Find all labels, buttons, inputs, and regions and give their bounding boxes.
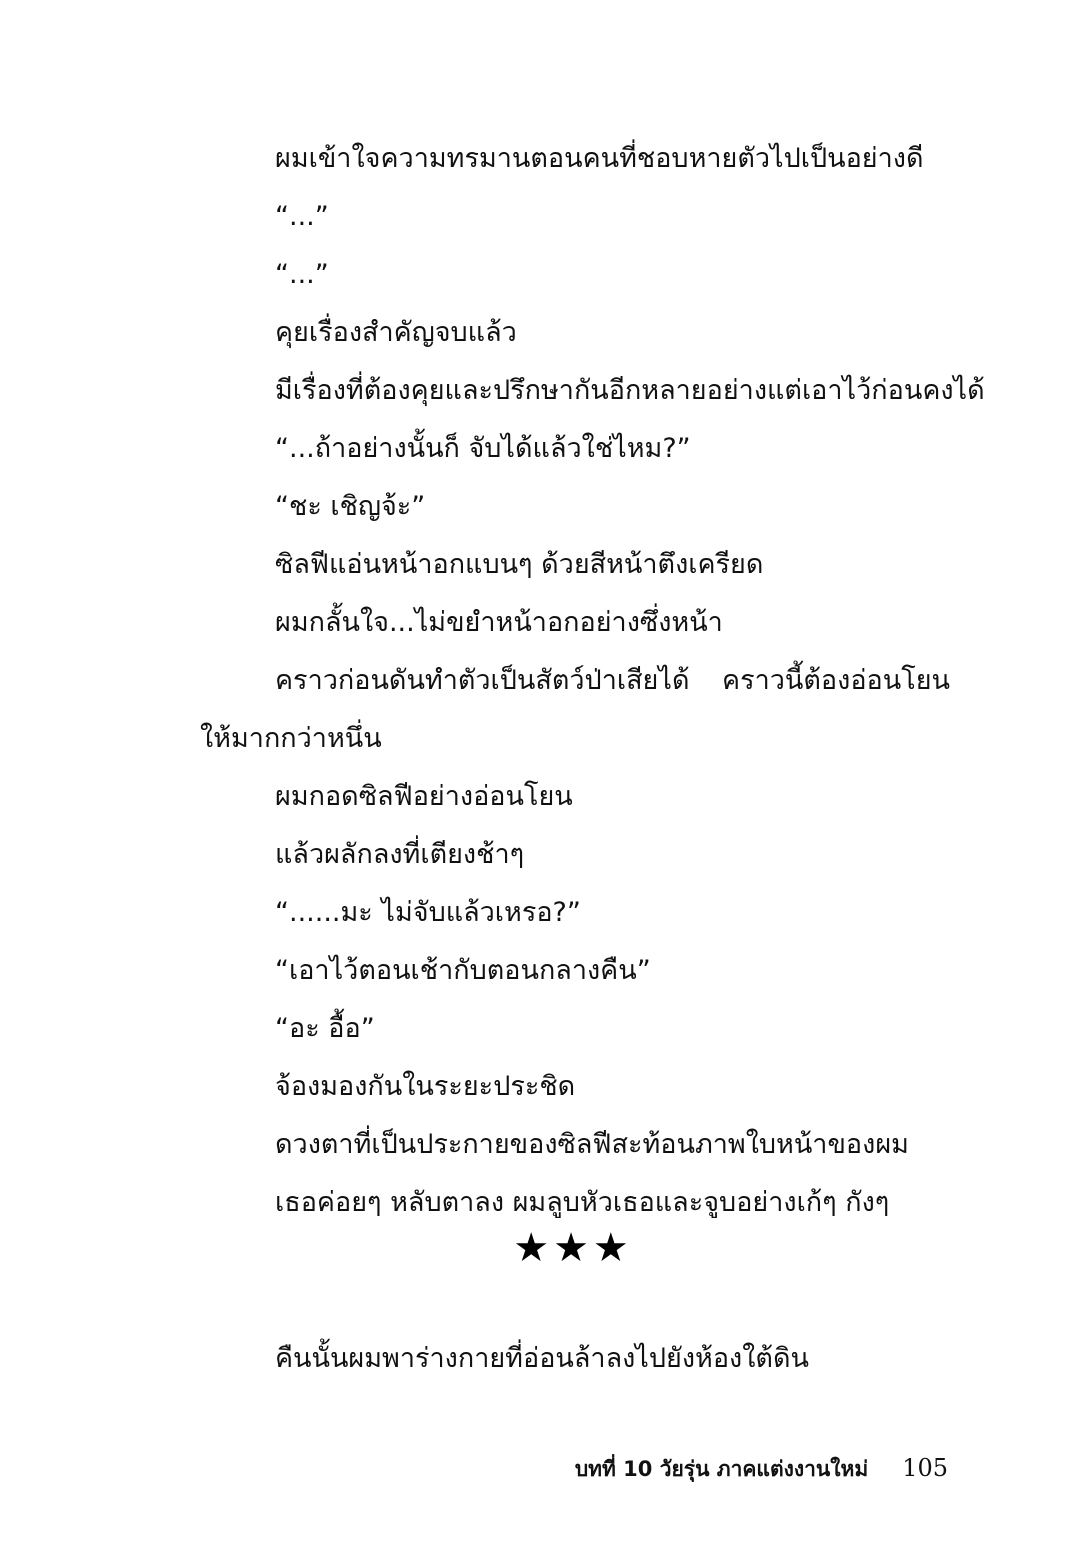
paragraph-13: “......มะ ไม่จับแล้วเหรอ?” (275, 897, 581, 928)
paragraph-5: มีเรื่องที่ต้องคุยและปรึกษากันอีกหลายอย่างแต่เอาไว้ก่อนคงได้ (275, 375, 985, 406)
paragraph-11: ผมกอดซิลฟีอย่างอ่อนโยน (275, 781, 573, 812)
paragraph-7: “ชะ เชิญจ้ะ” (275, 491, 426, 522)
paragraph-6: “...ถ้าอย่างนั้นก็ จับได้แล้วใช่ไหม?” (275, 433, 691, 464)
paragraph-1: ผมเข้าใจความทรมานตอนคนที่ชอบหายตัวไปเป็นอย่างดี (275, 143, 924, 174)
body-text-after-break (200, 1330, 950, 1388)
body-text (200, 130, 985, 1232)
paragraph-2: “...” (275, 201, 329, 232)
paragraph-9: ผมกลั้นใจ...ไม่ขยำหน้าอกอย่างซึ่งหน้า (275, 607, 723, 638)
paragraph-15: “อะ อื้อ” (275, 1013, 375, 1044)
paragraph-4: คุยเรื่องสำคัญจบแล้ว (275, 317, 517, 348)
paragraph-17: ดวงตาที่เป็นประกายของซิลฟีสะท้อนภาพใบหน้าของผม (275, 1129, 909, 1160)
paragraph-3: “...” (275, 259, 329, 290)
paragraph-8: ซิลฟีแอ่นหน้าอกแบนๆ ด้วยสีหน้าตึงเครียด (275, 549, 764, 580)
paragraph-16: จ้องมองกันในระยะประชิด (275, 1071, 576, 1102)
page-number: 105 (902, 1454, 948, 1482)
paragraph-18: เธอค่อยๆ หลับตาลง ผมลูบหัวเธอและจูบอย่างเก้ๆ กังๆ (275, 1187, 890, 1218)
paragraph-12: แล้วผลักลงที่เตียงช้าๆ (275, 839, 525, 870)
paragraph-after-break: คืนนั้นผมพาร่างกายที่อ่อนล้าลงไปยังห้องใต้ดิน (275, 1343, 809, 1374)
running-chapter-title: บทที่ 10 วัยรุ่น ภาคแต่งงานใหม่ (574, 1457, 869, 1481)
paragraph-14: “เอาไว้ตอนเช้ากับตอนกลางคืน” (275, 955, 651, 986)
section-break-stars: ★★★ (513, 1225, 633, 1271)
page-footer (575, 1450, 948, 1488)
paragraph-10: คราวก่อนดันทำตัวเป็นสัตว์ป่าเสียได้ คราวนี้ต้องอ่อนโยนให้มากกว่าหนึ่น (200, 665, 950, 754)
